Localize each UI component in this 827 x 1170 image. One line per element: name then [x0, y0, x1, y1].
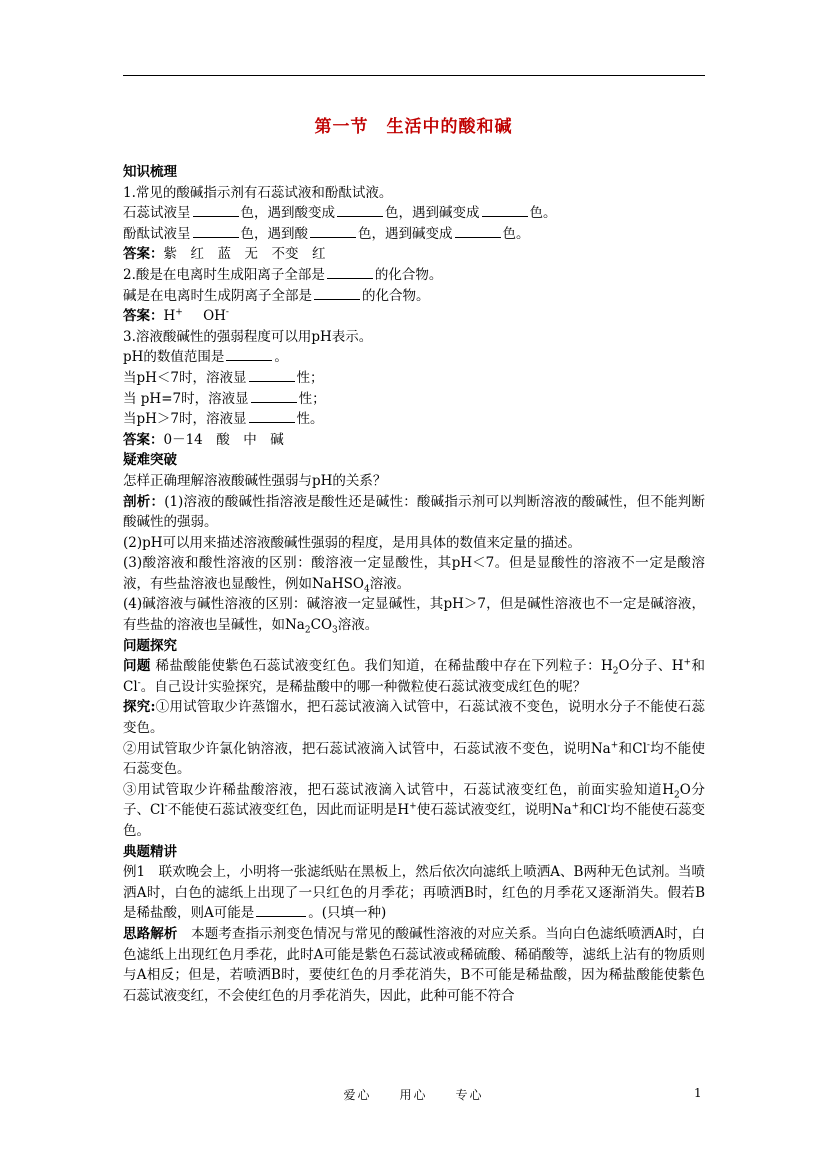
example-paragraph: 例1 联欢晚会上，小明将一张滤纸贴在黑板上，然后依次向滤纸上喷洒A、B两种无色试剂。当喷洒A时，白色的滤纸上出现了一只红色的月季花；再喷洒B时，红色的月季花又逐渐消失。假若B是稀盐酸，则A可能是 。(只填一种)	[123, 864, 705, 922]
text-line: 3.溶液酸碱性的强弱程度可以用pH表示。	[123, 328, 373, 345]
blank	[482, 204, 528, 217]
inquiry-paragraph: ③用试管取少许稀盐酸溶液，把石蕊试液滴入试管中，石蕊试液变红色，前面实验知道$H_2O$分子、Cl-不能使石蕊试液变红色，因此而证明是H+使石蕊试液变红，说明Na+和Cl-均不能使石蕊变色。	[123, 781, 705, 839]
answer-line: 答案：H+ OH-	[123, 307, 229, 325]
fill-line: 2.酸是在电离时生成阳离子全部是 的化合物。	[123, 266, 443, 283]
analysis-paragraph: (4)碱溶液与碱性溶液的区别：碱溶液一定显碱性，其pH＞7，但是碱性溶液也不一定是碱溶液，有些盐的溶液也呈碱性，如$Na_2CO_3$溶液。	[123, 596, 705, 636]
fill-line: pH的数值范围是 。	[123, 349, 288, 366]
blank	[249, 369, 295, 382]
question-text: 怎样正确理解溶液酸碱性强弱与pH的关系？	[123, 472, 387, 489]
fill-line: 当pH＞7时，溶液显 性。	[123, 411, 324, 428]
inquiry-paragraph: 探究:①用试管取少许蒸馏水，把石蕊试液滴入试管中，石蕊试液不变色，说明水分子不能使石蕊变色。	[123, 699, 706, 737]
analysis-paragraph: (3)酸溶液和酸性溶液的区别：酸溶液一定显酸性，其pH＜7。但是显酸性的溶液不一定是酸溶液，有些盐溶液也显酸性，例如NaHSO$_4$溶液。	[123, 555, 705, 595]
analysis-paragraph: (2)pH可以用来描述溶液酸碱性强弱的程度，是用具体的数值来定量的描述。	[123, 534, 582, 551]
fill-line: 碱是在电离时生成阴离子全部是 的化合物。	[123, 287, 430, 304]
section-heading: 典题精讲	[123, 843, 177, 860]
blank	[310, 225, 356, 238]
footer-motto: 爱心 用心 专心	[343, 1088, 484, 1102]
inquiry-paragraph: ②用试管取少许氯化钠溶液，把石蕊试液滴入试管中，石蕊试液不变色，说明Na+和Cl-均不能使石蕊变色。	[123, 740, 705, 778]
page-number: 1	[694, 1086, 702, 1100]
blank	[314, 287, 360, 300]
blank	[226, 348, 272, 361]
blank	[249, 410, 295, 423]
blank	[327, 266, 373, 279]
section-heading: 问题探究	[123, 637, 177, 654]
blank	[193, 204, 239, 217]
document-body	[123, 162, 705, 1006]
fill-line: 当pH＜7时，溶液显 性；	[123, 369, 324, 386]
solution-paragraph: 思路解析 本题考查指示剂变色情况与常见的酸碱性溶液的对应关系。当向白色滤纸喷洒A时，白色滤纸上出现红色月季花，此时A可能是紫色石蕊试液或稀硫酸、稀硝酸等，滤纸上沾有的物质则与A相反；但是，若喷洒B时，要使红色的月季花消失，B不可能是稀盐酸，因为稀盐酸能使紫色石蕊试液变红，不会使红色的月季花消失，因此，此种可能不符合	[123, 925, 705, 1004]
fill-line: 石蕊试液呈 色，遇到酸变成 色，遇到碱变成 色。	[123, 205, 557, 222]
answer-line: 答案：紫 红 蓝 无 不变 红	[123, 246, 326, 263]
fill-line: 当 pH=7时，溶液显 性；	[123, 390, 326, 407]
text-line: 1.常见的酸碱指示剂有石蕊试液和酚酞试液。	[123, 184, 393, 201]
page-title: 第一节 生活中的酸和碱	[314, 117, 513, 137]
blank	[251, 390, 297, 403]
blank	[256, 904, 306, 917]
section-heading: 知识梳理	[123, 164, 177, 180]
fill-line: 酚酞试液呈 色，遇到酸 色，遇到碱变成 色。	[123, 225, 530, 242]
problem-paragraph: 问题 稀盐酸能使紫色石蕊试液变红色。我们知道，在稀盐酸中存在下列粒子：$H_2O$分子、H+和Cl-。自己设计实验探究，是稀盐酸中的哪一种微粒使石蕊试液变成红色的呢？	[123, 657, 705, 695]
section-heading: 疑难突破	[123, 452, 177, 469]
blank	[337, 204, 383, 217]
blank	[455, 225, 501, 238]
analysis-paragraph: 剖析：(1)溶液的酸碱性指溶液是酸性还是碱性：酸碱指示剂可以判断溶液的酸碱性，但不能判断酸碱性的强弱。	[123, 493, 705, 531]
header-rule	[123, 75, 705, 76]
answer-line: 答案：0－14 酸 中 碱	[123, 431, 284, 448]
blank	[193, 225, 239, 238]
